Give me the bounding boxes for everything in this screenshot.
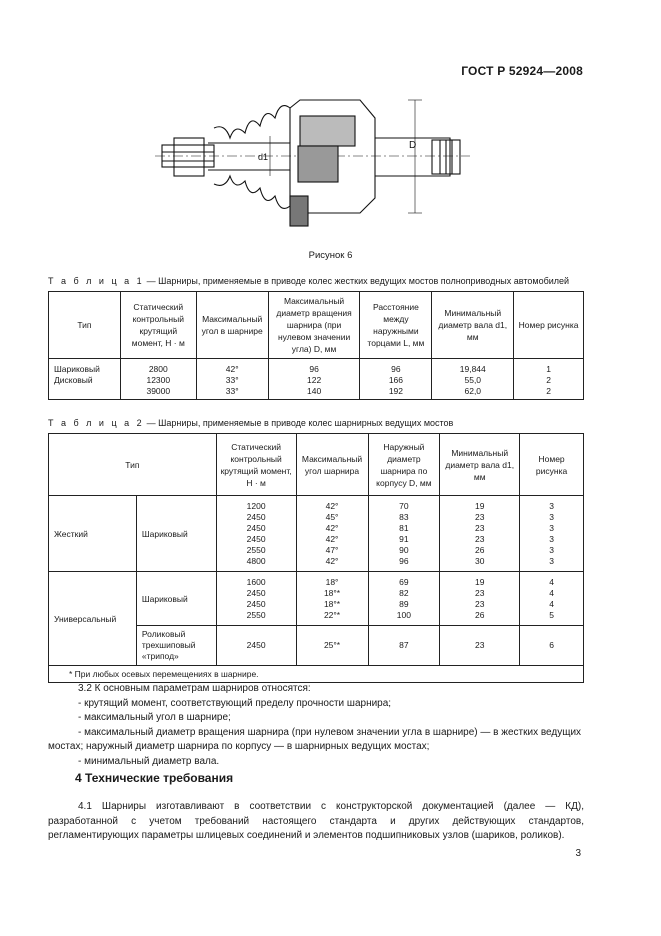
table2-footnote: * При любых осевых перемещениях в шарнире. [49, 666, 584, 683]
page-number: 3 [575, 848, 581, 859]
subtype-ball: Шариковый [136, 572, 216, 626]
type-universal: Универсальный [49, 572, 137, 666]
list-item: - максимальный угол в шарнире; [78, 712, 231, 724]
t2-header-angle: Максимальный угол шарнира [296, 434, 368, 496]
t2-header-figure: Номер рисунка [520, 434, 584, 496]
t1-header-type: Тип [49, 292, 121, 359]
D-label: D [409, 140, 417, 151]
table2-caption: Т а б л и ц а 2 — Шарниры, применяемые в приводе колес шарнирных ведущих мостов [48, 418, 454, 428]
tripod-joint-drawing [150, 88, 480, 248]
table-row: Универсальный Шариковый 1600 2450 2450 2550 18° 18°* 18°* 22°* 69 82 89 100 19 23 23 26 4 4 4 5 [49, 572, 584, 626]
t1-header-figure: Номер рисунка [514, 292, 584, 359]
d1-label: d1 [258, 152, 269, 162]
list-item: - максимальный диаметр вращения шарнира (при нулевом значении угла в шарнире) — в жестких ведущих мостах; наружный диаметр шарнира по корпусу — в шарнирных ведущих мостах; [48, 726, 582, 753]
section-4-heading: 4 Технические требования [75, 771, 234, 785]
table-1 [48, 291, 584, 400]
table-2 [48, 433, 584, 683]
t1-header-angle: Максимальный угол в шарнире [196, 292, 268, 359]
t1-header-torque: Статический контрольный крутящий момент, Н · м [120, 292, 196, 359]
t2-header-shaft: Минимальный диаметр вала d1, мм [440, 434, 520, 496]
section-4-1: 4.1 Шарниры изготавливают в соответствии с конструкторской документацией (далее — КД), разработанной с учетом требований настоящего стандарта и других действующих стандартов, регламентирующих параметры шлицевых соединений и элементов подшипниковых узлов (шариков, роликов). [48, 801, 584, 842]
section-3-2-intro: 3.2 К основным параметрам шарниров относятся: [78, 683, 311, 694]
standard-number: ГОСТ Р 52924—2008 [461, 64, 583, 78]
section-3-2 [48, 682, 584, 770]
type-rigid: Жесткий [49, 496, 137, 572]
t1-header-distance: Расстояние между наружными торцами L, мм [360, 292, 432, 359]
subtype-ball: Шариковый [136, 496, 216, 572]
list-item: - крутящий момент, соответствующий пределу прочности шарнира; [78, 697, 392, 709]
table1-caption: Т а б л и ц а 1 — Шарниры, применяемые в приводе колес жестких ведущих мостов полноприводных автомобилей [48, 276, 570, 286]
t2-header-type: Тип [49, 434, 217, 496]
table-row: Жесткий Шариковый 1200 2450 2450 2450 2550 4800 42° 45° 42° 42° 47° 42° 70 83 81 91 90 96 19 23 23 23 26 30 3 3 3 3 3 3 [49, 496, 584, 572]
table-row: Шариковый Дисковый 2800 12300 39000 42° 33° 33° 96 122 140 96 166 192 19,844 55,0 62,0 1 2 2 [49, 359, 584, 400]
table-row: Роликовый трехшиповый «трипод» 2450 25°* 87 23 6 [49, 626, 584, 666]
figure-caption: Рисунок 6 [308, 250, 353, 261]
t2-header-diameter: Наружный диаметр шарнира по корпусу D, мм [368, 434, 440, 496]
t2-header-torque: Статический контрольный крутящий момент, Н · м [216, 434, 296, 496]
t1-header-diameter: Максимальный диаметр вращения шарнира (при нулевом значении угла) D, мм [268, 292, 360, 359]
t1-header-shaft: Минимальный диаметр вала d1, мм [432, 292, 514, 359]
list-item: - минимальный диаметр вала. [78, 755, 220, 767]
subtype-tripod: Роликовый трехшиповый «трипод» [136, 626, 216, 666]
